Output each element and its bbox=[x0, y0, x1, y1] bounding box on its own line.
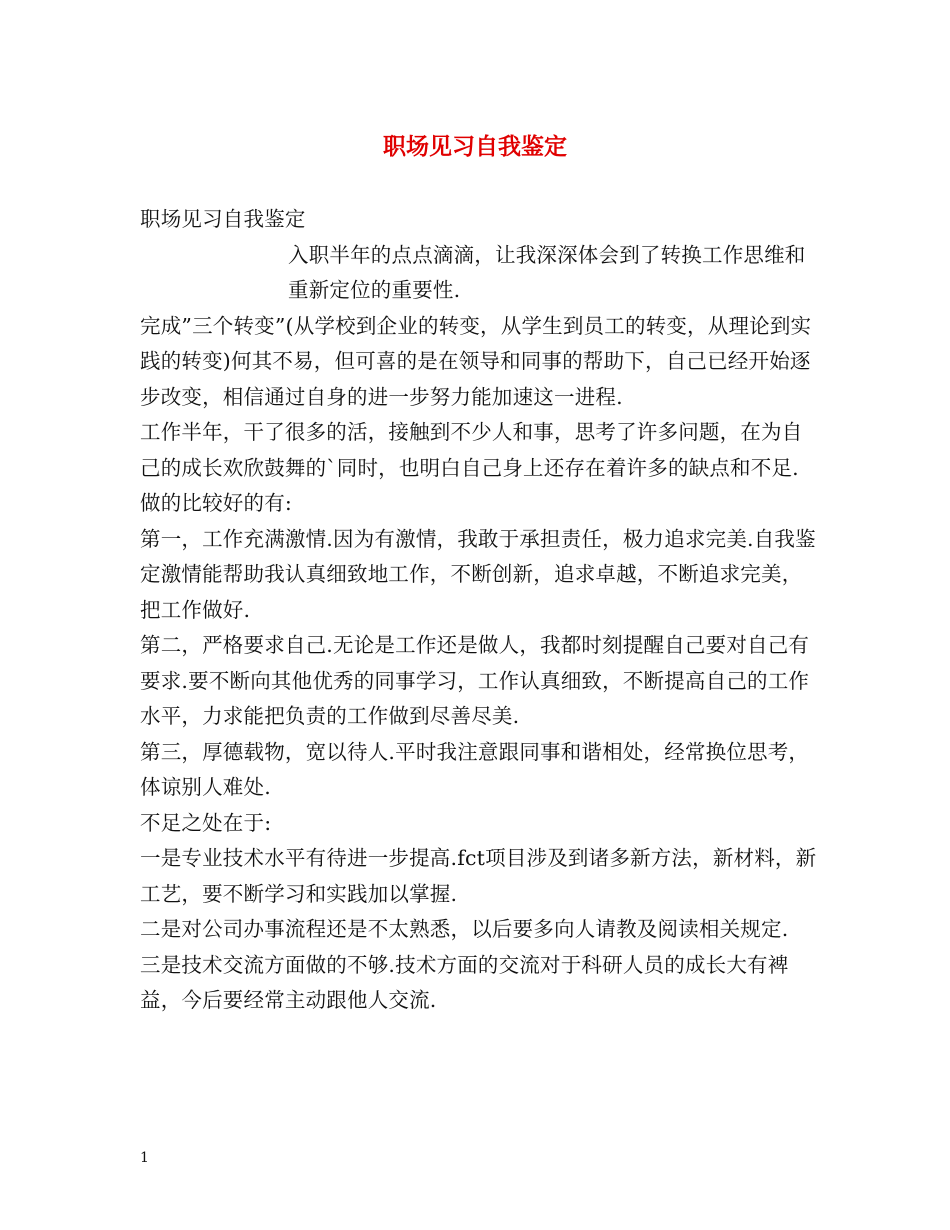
paragraph-weakness-3: 三是技术交流方面做的不够.技术方面的交流对于科研人员的成长大有裨益，今后要经常主动跟他人交流. bbox=[140, 952, 789, 1012]
paragraph-strength-1: 第一，工作充满激情.因为有激情，我敢于承担责任，极力追求完美.自我鉴定激情能帮助我认真细致地工作，不断创新，追求卓越，不断追求完美，把工作做好. bbox=[140, 526, 816, 622]
paragraph-weaknesses-heading: 不足之处在于: bbox=[140, 810, 272, 835]
paragraph-strengths-heading: 做的比较好的有: bbox=[140, 491, 293, 515]
paragraph-weakness-1: 一是专业技术水平有待进一步提高.fct项目涉及到诸多新方法，新材料，新工艺，要不断学习和实践加以掌握. bbox=[140, 846, 817, 906]
paragraph-weakness-2: 二是对公司办事流程还是不太熟悉，以后要多向人请教及阅读相关规定. bbox=[140, 917, 789, 941]
paragraph-intro: 入职半年的点点滴滴，让我深深体会到了转换工作思维和重新定位的重要性. bbox=[288, 242, 806, 302]
page-number: 1 bbox=[140, 1150, 149, 1166]
paragraph-half-year: 工作半年，干了很多的活，接触到不少人和事，思考了许多问题，在为自己的成长欢欣鼓舞的`同时，也明白自己身上还存在着许多的缺点和不足. bbox=[140, 420, 803, 480]
paragraph-strength-2: 第二，严格要求自己.无论是工作还是做人，我都时刻提醒自己要对自己有要求.要不断向其他优秀的同事学习，工作认真细致，不断提高自己的工作水平，力求能把负责的工作做到尽善尽美. bbox=[140, 633, 810, 728]
paragraph-strength-3: 第三，厚德载物，宽以待人.平时我注意跟同事和谐相处，经常换位思考，体谅别人难处. bbox=[140, 739, 810, 799]
document-body bbox=[140, 202, 820, 1019]
paragraph-three-transitions: 完成”三个转变”(从学校到企业的转变，从学生到员工的转变，从理论到实践的转变)何其不易，但可喜的是在领导和同事的帮助下，自己已经开始逐步改变，相信通过自身的进一步努力能加速这一进程. bbox=[140, 313, 812, 409]
document-title: 职场见习自我鉴定 bbox=[383, 133, 567, 160]
paragraph-heading: 职场见习自我鉴定 bbox=[140, 207, 306, 231]
